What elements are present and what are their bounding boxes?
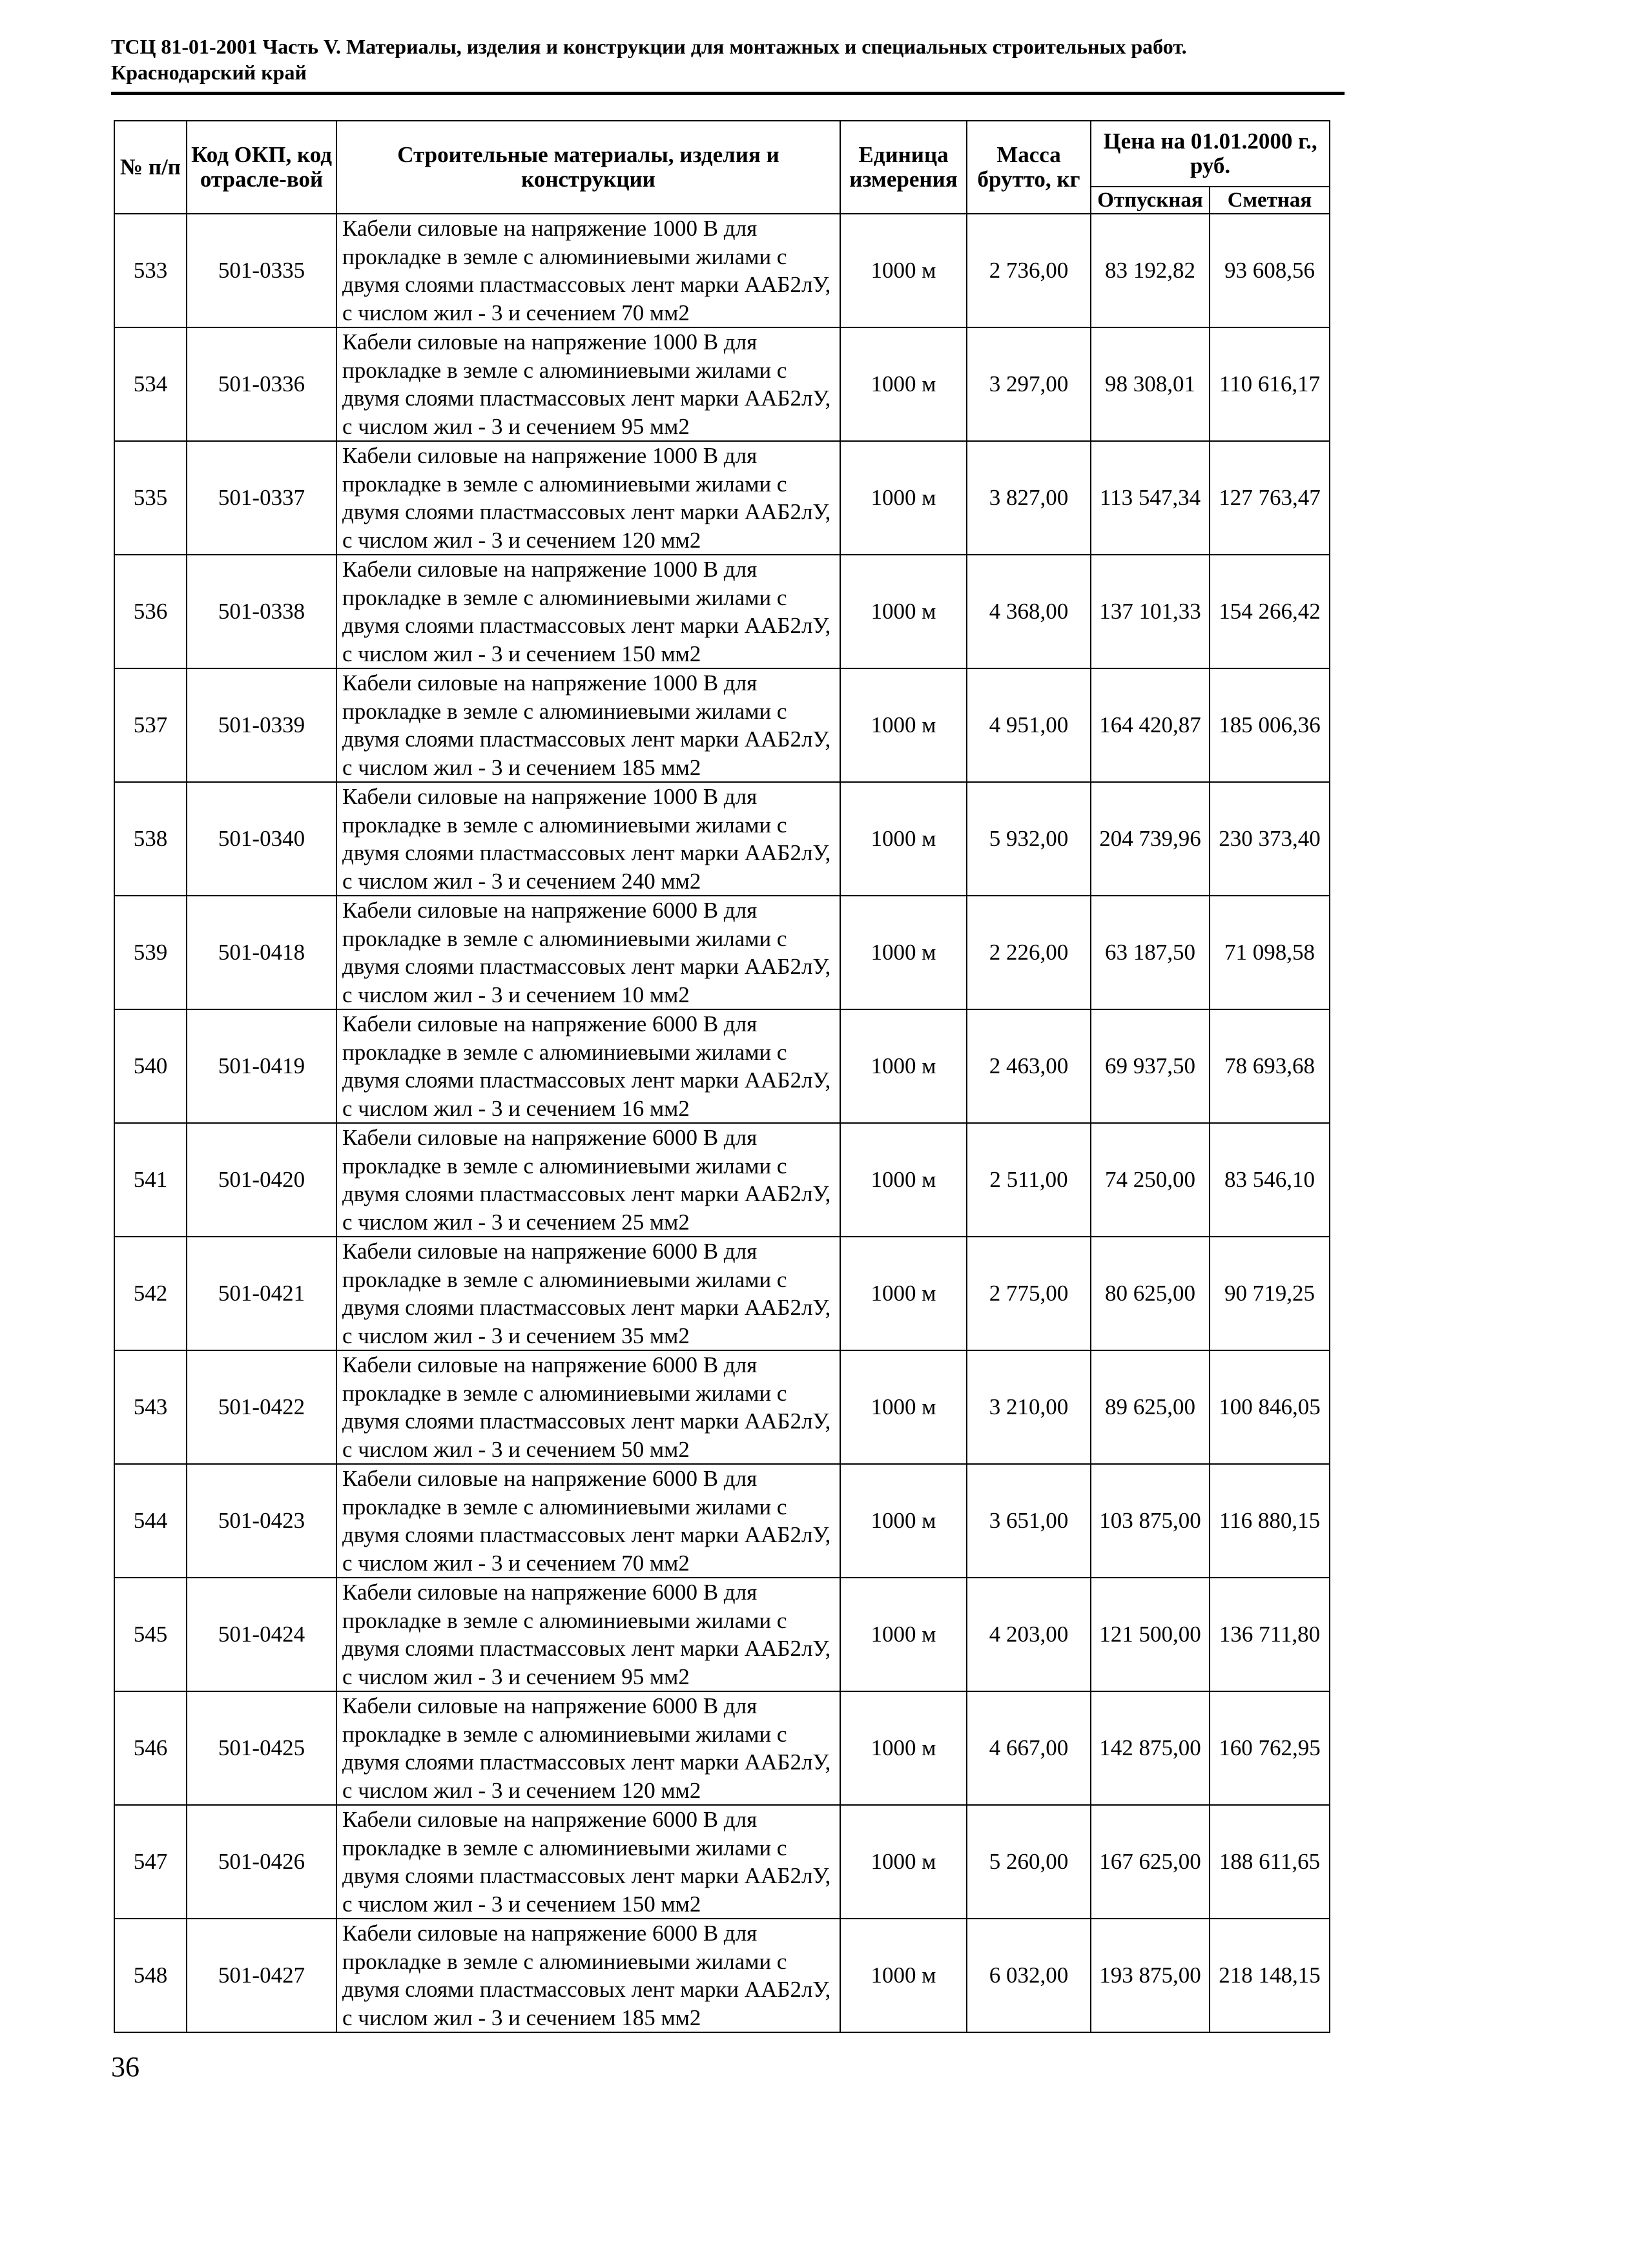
row-code: 501-0427 — [187, 1919, 336, 2032]
row-price-estimate: 188 611,65 — [1210, 1805, 1330, 1919]
row-unit: 1000 м — [840, 1691, 967, 1805]
row-unit: 1000 м — [840, 1350, 967, 1464]
row-unit: 1000 м — [840, 782, 967, 896]
table-row — [114, 1009, 1330, 1123]
header-code: Код ОКП, код отрасле-вой — [187, 121, 336, 214]
row-num: 545 — [114, 1578, 187, 1691]
row-code: 501-0338 — [187, 555, 336, 668]
row-mass: 3 651,00 — [967, 1464, 1091, 1578]
row-num: 533 — [114, 214, 187, 327]
table-row — [114, 1578, 1330, 1691]
row-num: 541 — [114, 1123, 187, 1237]
row-price-estimate: 110 616,17 — [1210, 327, 1330, 441]
table-row — [114, 327, 1330, 441]
table-row — [114, 1691, 1330, 1805]
row-price-estimate: 78 693,68 — [1210, 1009, 1330, 1123]
row-num: 548 — [114, 1919, 187, 2032]
row-code: 501-0420 — [187, 1123, 336, 1237]
row-num: 544 — [114, 1464, 187, 1578]
table-row — [114, 441, 1330, 555]
table-row — [114, 555, 1330, 668]
row-price-release: 167 625,00 — [1091, 1805, 1210, 1919]
header-name: Строительные материалы, изделия и конструкции — [336, 121, 840, 214]
row-unit: 1000 м — [840, 1123, 967, 1237]
row-price-release: 137 101,33 — [1091, 555, 1210, 668]
row-name: Кабели силовые на напряжение 6000 В для прокладке в земле с алюминиевыми жилами с двумя слоями пластмассовых лент марки ААБ2лУ, с числом жил - 3 и сечением 10 мм2 — [336, 896, 840, 1009]
row-mass: 3 827,00 — [967, 441, 1091, 555]
row-code: 501-0424 — [187, 1578, 336, 1691]
row-name: Кабели силовые на напряжение 6000 В для прокладке в земле с алюминиевыми жилами с двумя слоями пластмассовых лент марки ААБ2лУ, с числом жил - 3 и сечением 185 мм2 — [336, 1919, 840, 2032]
row-unit: 1000 м — [840, 327, 967, 441]
table-row — [114, 214, 1330, 327]
row-price-estimate: 71 098,58 — [1210, 896, 1330, 1009]
header-num: № п/п — [114, 121, 187, 214]
row-name: Кабели силовые на напряжение 1000 В для прокладке в земле с алюминиевыми жилами с двумя слоями пластмассовых лент марки ААБ2лУ, с числом жил - 3 и сечением 185 мм2 — [336, 668, 840, 782]
row-mass: 2 226,00 — [967, 896, 1091, 1009]
row-mass: 3 210,00 — [967, 1350, 1091, 1464]
table-body — [114, 214, 1330, 2032]
row-code: 501-0421 — [187, 1237, 336, 1350]
header-region: Краснодарский край — [111, 61, 307, 84]
row-num: 546 — [114, 1691, 187, 1805]
row-mass: 2 463,00 — [967, 1009, 1091, 1123]
row-price-release: 83 192,82 — [1091, 214, 1210, 327]
row-price-release: 164 420,87 — [1091, 668, 1210, 782]
page-header — [111, 34, 1338, 85]
row-name: Кабели силовые на напряжение 6000 В для прокладке в земле с алюминиевыми жилами с двумя слоями пластмассовых лент марки ААБ2лУ, с числом жил - 3 и сечением 95 мм2 — [336, 1578, 840, 1691]
header-mass: Масса брутто, кг — [967, 121, 1091, 214]
row-name: Кабели силовые на напряжение 1000 В для прокладке в земле с алюминиевыми жилами с двумя слоями пластмассовых лент марки ААБ2лУ, с числом жил - 3 и сечением 95 мм2 — [336, 327, 840, 441]
table-row — [114, 1464, 1330, 1578]
row-name: Кабели силовые на напряжение 6000 В для прокладке в земле с алюминиевыми жилами с двумя слоями пластмассовых лент марки ААБ2лУ, с числом жил - 3 и сечением 35 мм2 — [336, 1237, 840, 1350]
table-row — [114, 1805, 1330, 1919]
row-price-release: 113 547,34 — [1091, 441, 1210, 555]
row-price-release: 103 875,00 — [1091, 1464, 1210, 1578]
row-mass: 2 775,00 — [967, 1237, 1091, 1350]
page-number: 36 — [111, 2051, 139, 2083]
table-row — [114, 1237, 1330, 1350]
row-price-release: 80 625,00 — [1091, 1237, 1210, 1350]
row-name: Кабели силовые на напряжение 6000 В для прокладке в земле с алюминиевыми жилами с двумя слоями пластмассовых лент марки ААБ2лУ, с числом жил - 3 и сечением 120 мм2 — [336, 1691, 840, 1805]
row-name: Кабели силовые на напряжение 6000 В для прокладке в земле с алюминиевыми жилами с двумя слоями пластмассовых лент марки ААБ2лУ, с числом жил - 3 и сечением 50 мм2 — [336, 1350, 840, 1464]
row-mass: 4 667,00 — [967, 1691, 1091, 1805]
price-table — [114, 120, 1330, 2033]
row-unit: 1000 м — [840, 555, 967, 668]
row-unit: 1000 м — [840, 1009, 967, 1123]
row-unit: 1000 м — [840, 1805, 967, 1919]
row-mass: 5 260,00 — [967, 1805, 1091, 1919]
row-unit: 1000 м — [840, 896, 967, 1009]
table-row — [114, 896, 1330, 1009]
row-mass: 2 736,00 — [967, 214, 1091, 327]
row-code: 501-0335 — [187, 214, 336, 327]
row-code: 501-0422 — [187, 1350, 336, 1464]
row-name: Кабели силовые на напряжение 6000 В для прокладке в земле с алюминиевыми жилами с двумя слоями пластмассовых лент марки ААБ2лУ, с числом жил - 3 и сечением 25 мм2 — [336, 1123, 840, 1237]
table-header — [114, 121, 1330, 214]
row-price-estimate: 127 763,47 — [1210, 441, 1330, 555]
row-mass: 5 932,00 — [967, 782, 1091, 896]
row-price-estimate: 93 608,56 — [1210, 214, 1330, 327]
row-code: 501-0340 — [187, 782, 336, 896]
row-num: 537 — [114, 668, 187, 782]
row-num: 538 — [114, 782, 187, 896]
row-num: 535 — [114, 441, 187, 555]
row-num: 542 — [114, 1237, 187, 1350]
row-price-release: 69 937,50 — [1091, 1009, 1210, 1123]
row-price-release: 74 250,00 — [1091, 1123, 1210, 1237]
row-unit: 1000 м — [840, 1237, 967, 1350]
table-row — [114, 782, 1330, 896]
row-code: 501-0336 — [187, 327, 336, 441]
header-price-estimate: Сметная — [1210, 187, 1330, 214]
row-name: Кабели силовые на напряжение 6000 В для прокладке в земле с алюминиевыми жилами с двумя слоями пластмассовых лент марки ААБ2лУ, с числом жил - 3 и сечением 150 мм2 — [336, 1805, 840, 1919]
row-mass: 6 032,00 — [967, 1919, 1091, 2032]
row-mass: 4 951,00 — [967, 668, 1091, 782]
header-unit: Единица измерения — [840, 121, 967, 214]
row-code: 501-0418 — [187, 896, 336, 1009]
row-price-estimate: 116 880,15 — [1210, 1464, 1330, 1578]
row-price-estimate: 185 006,36 — [1210, 668, 1330, 782]
row-price-estimate: 100 846,05 — [1210, 1350, 1330, 1464]
row-num: 534 — [114, 327, 187, 441]
row-num: 539 — [114, 896, 187, 1009]
row-name: Кабели силовые на напряжение 1000 В для прокладке в земле с алюминиевыми жилами с двумя слоями пластмассовых лент марки ААБ2лУ, с числом жил - 3 и сечением 70 мм2 — [336, 214, 840, 327]
row-price-estimate: 230 373,40 — [1210, 782, 1330, 896]
row-mass: 4 368,00 — [967, 555, 1091, 668]
row-code: 501-0339 — [187, 668, 336, 782]
row-price-release: 98 308,01 — [1091, 327, 1210, 441]
row-mass: 2 511,00 — [967, 1123, 1091, 1237]
row-price-release: 193 875,00 — [1091, 1919, 1210, 2032]
row-price-estimate: 136 711,80 — [1210, 1578, 1330, 1691]
row-price-estimate: 218 148,15 — [1210, 1919, 1330, 2032]
row-unit: 1000 м — [840, 214, 967, 327]
row-mass: 3 297,00 — [967, 327, 1091, 441]
row-price-release: 142 875,00 — [1091, 1691, 1210, 1805]
row-code: 501-0425 — [187, 1691, 336, 1805]
row-unit: 1000 м — [840, 1919, 967, 2032]
row-code: 501-0423 — [187, 1464, 336, 1578]
row-unit: 1000 м — [840, 441, 967, 555]
row-price-release: 121 500,00 — [1091, 1578, 1210, 1691]
row-name: Кабели силовые на напряжение 1000 В для прокладке в земле с алюминиевыми жилами с двумя слоями пластмассовых лент марки ААБ2лУ, с числом жил - 3 и сечением 150 мм2 — [336, 555, 840, 668]
row-name: Кабели силовые на напряжение 1000 В для прокладке в земле с алюминиевыми жилами с двумя слоями пластмассовых лент марки ААБ2лУ, с числом жил - 3 и сечением 240 мм2 — [336, 782, 840, 896]
table-row — [114, 1919, 1330, 2032]
row-num: 547 — [114, 1805, 187, 1919]
table-row — [114, 668, 1330, 782]
row-num: 543 — [114, 1350, 187, 1464]
row-code: 501-0426 — [187, 1805, 336, 1919]
row-price-release: 204 739,96 — [1091, 782, 1210, 896]
header-title: ТСЦ 81-01-2001 Часть V. Материалы, изделия и конструкции для монтажных и специальных строительных работ. — [111, 35, 1187, 58]
row-name: Кабели силовые на напряжение 1000 В для прокладке в земле с алюминиевыми жилами с двумя слоями пластмассовых лент марки ААБ2лУ, с числом жил - 3 и сечением 120 мм2 — [336, 441, 840, 555]
row-code: 501-0419 — [187, 1009, 336, 1123]
row-num: 540 — [114, 1009, 187, 1123]
row-code: 501-0337 — [187, 441, 336, 555]
row-price-release: 89 625,00 — [1091, 1350, 1210, 1464]
row-unit: 1000 м — [840, 1578, 967, 1691]
row-num: 536 — [114, 555, 187, 668]
table-row — [114, 1350, 1330, 1464]
table-row — [114, 1123, 1330, 1237]
header-price-release: Отпускная — [1091, 187, 1210, 214]
header-price: Цена на 01.01.2000 г., руб. — [1091, 121, 1330, 187]
row-name: Кабели силовые на напряжение 6000 В для прокладке в земле с алюминиевыми жилами с двумя слоями пластмассовых лент марки ААБ2лУ, с числом жил - 3 и сечением 16 мм2 — [336, 1009, 840, 1123]
row-mass: 4 203,00 — [967, 1578, 1091, 1691]
row-price-estimate: 154 266,42 — [1210, 555, 1330, 668]
row-price-estimate: 160 762,95 — [1210, 1691, 1330, 1805]
row-unit: 1000 м — [840, 1464, 967, 1578]
row-unit: 1000 м — [840, 668, 967, 782]
header-divider — [111, 92, 1345, 95]
row-price-release: 63 187,50 — [1091, 896, 1210, 1009]
row-price-estimate: 83 546,10 — [1210, 1123, 1330, 1237]
row-price-estimate: 90 719,25 — [1210, 1237, 1330, 1350]
row-name: Кабели силовые на напряжение 6000 В для прокладке в земле с алюминиевыми жилами с двумя слоями пластмассовых лент марки ААБ2лУ, с числом жил - 3 и сечением 70 мм2 — [336, 1464, 840, 1578]
